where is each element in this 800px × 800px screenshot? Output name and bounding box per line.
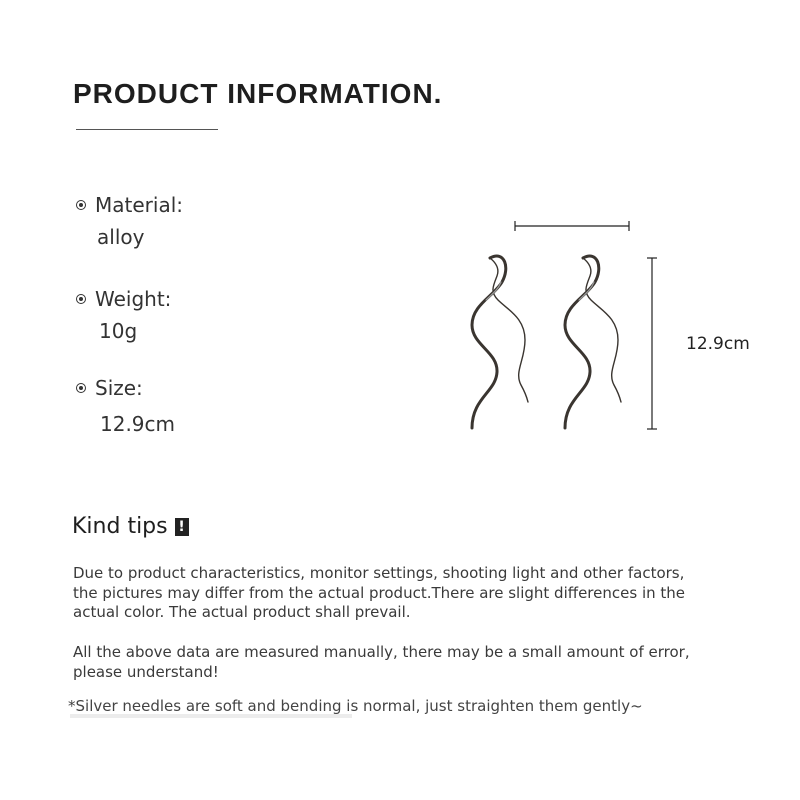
tips-title: Kind tips: [72, 514, 168, 539]
bullet-icon: [76, 200, 86, 210]
tips-paragraph-2: All the above data are measured manually, there may be a small amount of error, please understand!: [73, 643, 690, 681]
spec-material: [76, 193, 183, 249]
spec-label: Size:: [95, 376, 143, 400]
bullet-icon: [76, 383, 86, 393]
tips-note: *Silver needles are soft and bending is normal, just straighten them gently~: [68, 697, 643, 715]
dimension-label: 12.9cm: [686, 334, 750, 354]
title-underline: [76, 129, 218, 130]
spec-value: alloy: [97, 225, 145, 249]
wavy-earring-icon: [565, 256, 621, 428]
tips-paragraph-1: Due to product characteristics, monitor settings, shooting light and other factors, the pictures may differ from the actual product.There are slight differences in the actual color. The actual product shall prevail.: [73, 564, 685, 621]
height-dimension-line: [647, 258, 657, 429]
spec-value: 10g: [99, 319, 138, 343]
bullet-icon: [76, 294, 86, 304]
tips-heading: [72, 514, 189, 539]
width-dimension-line: [515, 221, 629, 231]
wavy-earring-icon: [472, 256, 528, 428]
earring-figure: [460, 210, 760, 440]
spec-value: 12.9cm: [100, 412, 176, 436]
spec-label: Material:: [95, 193, 183, 217]
page-title: PRODUCT INFORMATION.: [73, 78, 443, 109]
spec-label: Weight:: [95, 287, 172, 311]
exclamation-icon: !: [175, 518, 189, 536]
spec-weight: [76, 287, 171, 343]
spec-size: [76, 376, 175, 436]
